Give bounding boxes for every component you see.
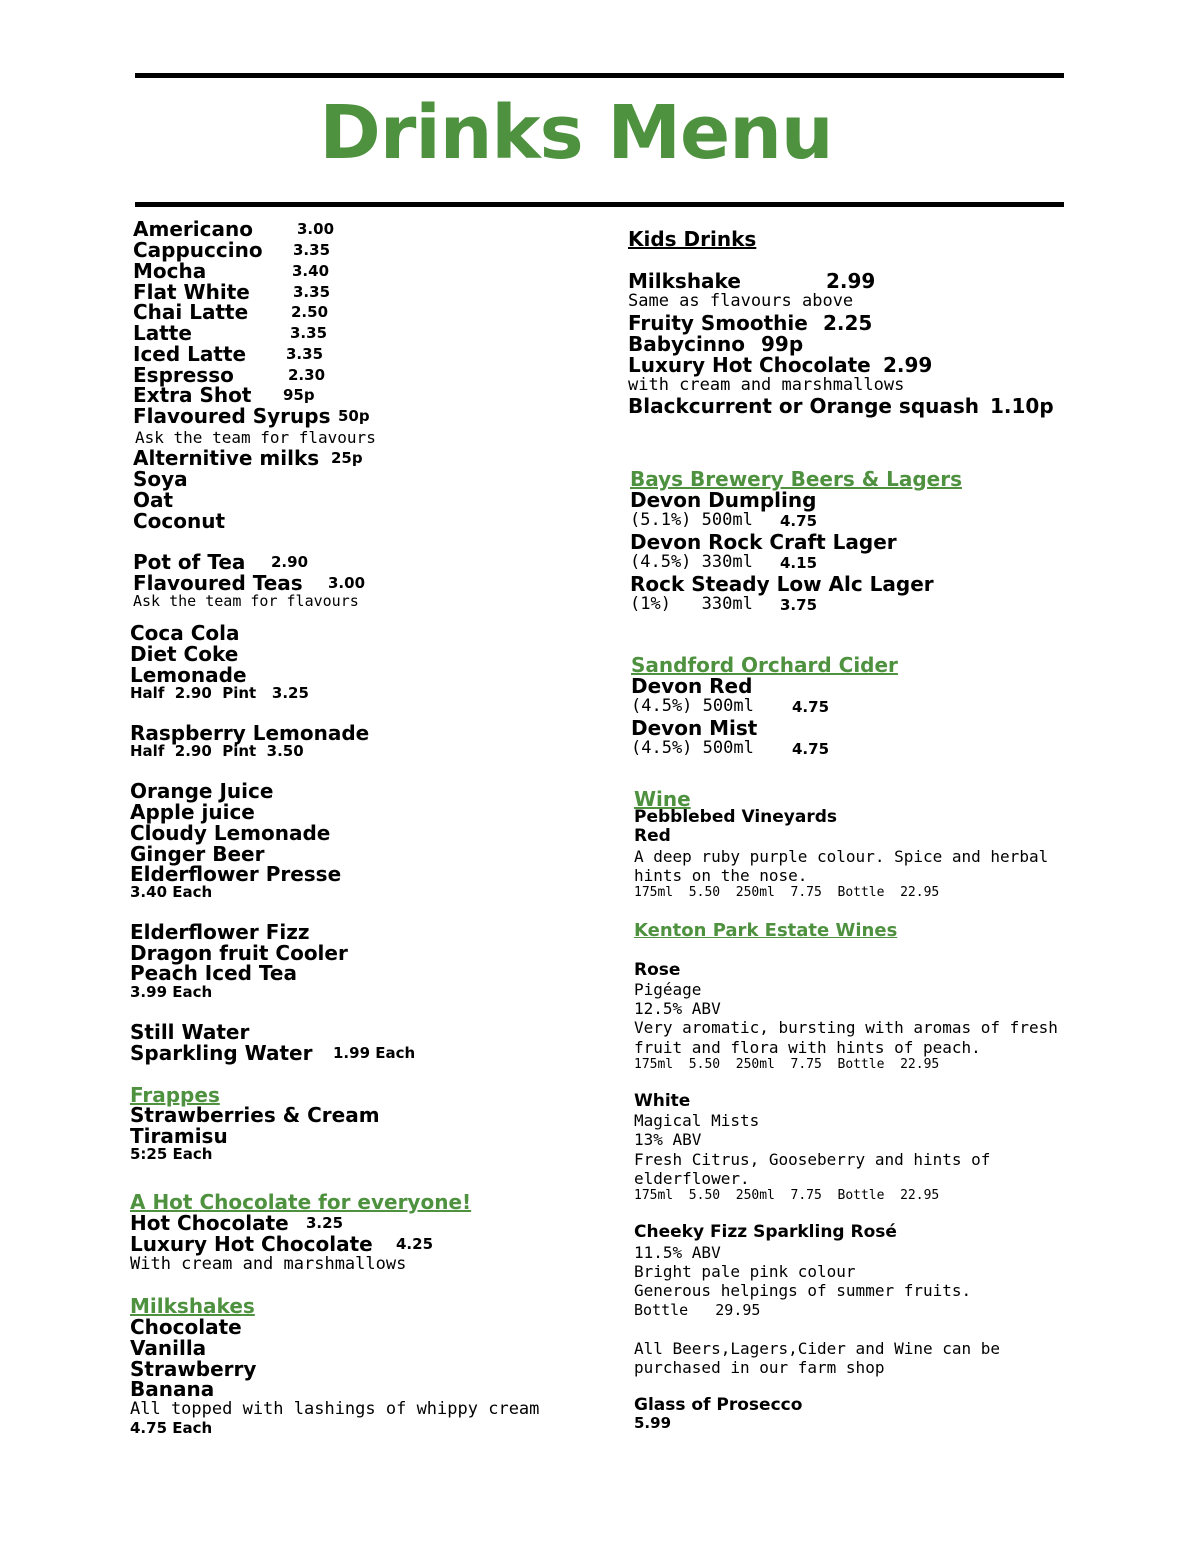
- menu-item: Tiramisu: [130, 1124, 228, 1148]
- menu-item: Devon Rock Craft Lager: [630, 530, 897, 554]
- menu-note: Ask the team for flavours: [135, 428, 376, 447]
- menu-note: Very aromatic, bursting with aromas of fresh: [634, 1018, 1058, 1037]
- menu-note: with cream and marshmallows: [628, 375, 905, 395]
- menu-item: Chai Latte: [133, 300, 249, 324]
- menu-price: 3.00: [328, 574, 366, 592]
- menu-price: 4.25: [396, 1235, 434, 1253]
- menu-item: Lemonade: [130, 663, 247, 687]
- menu-price: 4.75 Each: [130, 1419, 213, 1437]
- menu-item: Milkshake: [628, 269, 741, 293]
- menu-price: 4.75: [792, 740, 830, 758]
- menu-note: 11.5% ABV: [634, 1243, 721, 1262]
- menu-note: Magical Mists: [634, 1111, 760, 1130]
- menu-price: 2.30: [288, 366, 326, 384]
- menu-item: Flat White: [133, 280, 250, 304]
- menu-price: Bottle 29.95: [634, 1301, 761, 1319]
- menu-price: 3.35: [293, 283, 331, 301]
- section-heading-cider: Sandford Orchard Cider: [631, 653, 898, 677]
- menu-item: Elderflower Presse: [130, 862, 342, 886]
- menu-item: Soya: [133, 467, 188, 491]
- menu-note: hints on the nose.: [634, 866, 808, 885]
- menu-item: Flavoured Teas: [133, 571, 303, 595]
- menu-item: Devon Dumpling: [630, 488, 817, 512]
- menu-item: Latte: [133, 321, 192, 345]
- menu-price: 3.40 Each: [130, 883, 213, 901]
- title-rule: [135, 202, 1064, 207]
- menu-price: 2.99: [883, 353, 933, 377]
- menu-item: Sparkling Water: [130, 1041, 313, 1065]
- menu-item: Elderflower Fizz: [130, 920, 310, 944]
- menu-item: Flavoured Syrups: [133, 404, 331, 428]
- menu-price: 50p: [338, 407, 370, 425]
- menu-item: Americano: [133, 217, 253, 241]
- menu-item: Espresso: [133, 363, 234, 387]
- menu-price: 175ml 5.50 250ml 7.75 Bottle 22.95: [634, 885, 940, 900]
- menu-item: Extra Shot: [133, 383, 252, 407]
- menu-item: Babycinno: [628, 332, 746, 356]
- menu-price: 1.10p: [990, 394, 1054, 418]
- menu-price: 2.50: [291, 303, 329, 321]
- menu-item: Red: [634, 826, 671, 846]
- menu-item: Blackcurrent or Orange squash: [628, 394, 980, 418]
- menu-item: Glass of Prosecco: [634, 1395, 803, 1415]
- menu-item: White: [634, 1091, 691, 1111]
- menu-note: 12.5% ABV: [634, 999, 721, 1018]
- menu-item: Coca Cola: [130, 621, 240, 645]
- section-heading-milkshakes: Milkshakes: [130, 1294, 255, 1318]
- menu-item: Strawberry: [130, 1357, 257, 1381]
- menu-item: Still Water: [130, 1020, 250, 1044]
- menu-item: Orange Juice: [130, 779, 274, 803]
- shop-note: All Beers,Lagers,Cider and Wine can be: [634, 1339, 1001, 1358]
- menu-price: 3.35: [290, 324, 328, 342]
- menu-detail: (4.5%) 500ml: [631, 738, 754, 758]
- menu-detail: (5.1%) 500ml: [630, 510, 753, 530]
- menu-price: 3.40: [292, 262, 330, 280]
- menu-price: 95p: [283, 386, 315, 404]
- menu-item: Diet Coke: [130, 642, 239, 666]
- section-heading-kids: Kids Drinks: [628, 227, 757, 251]
- menu-price: 175ml 5.50 250ml 7.75 Bottle 22.95: [634, 1057, 940, 1072]
- menu-note: Fresh Citrus, Gooseberry and hints of: [634, 1150, 991, 1169]
- menu-price: 99p: [761, 332, 804, 356]
- menu-item: Strawberries & Cream: [130, 1103, 380, 1127]
- menu-item: Dragon fruit Cooler: [130, 941, 348, 965]
- shop-note: purchased in our farm shop: [634, 1358, 885, 1377]
- menu-price: 5:25 Each: [130, 1145, 213, 1163]
- menu-detail: (4.5%) 500ml: [631, 696, 754, 716]
- menu-price: 4.75: [792, 698, 830, 716]
- menu-price: 2.90: [271, 553, 309, 571]
- menu-note: fruit and flora with hints of peach.: [634, 1038, 981, 1057]
- menu-price: 3.75: [780, 596, 818, 614]
- page-title: Drinks Menu: [319, 90, 833, 176]
- menu-item: Cappuccino: [133, 238, 263, 262]
- menu-item: Rock Steady Low Alc Lager: [630, 572, 934, 596]
- menu-price: 1.99 Each: [333, 1044, 416, 1062]
- menu-item: Devon Red: [631, 674, 753, 698]
- menu-item: Luxury Hot Chocolate: [130, 1232, 373, 1256]
- menu-item: Banana: [130, 1377, 215, 1401]
- menu-item: Chocolate: [130, 1315, 242, 1339]
- menu-item: Iced Latte: [133, 342, 247, 366]
- menu-price: 2.99: [826, 269, 876, 293]
- menu-item: Hot Chocolate: [130, 1211, 289, 1235]
- menu-item: Luxury Hot Chocolate: [628, 353, 871, 377]
- top-rule: [135, 73, 1064, 78]
- menu-item: Pebblebed Vineyards: [634, 807, 838, 827]
- menu-item: Ginger Beer: [130, 842, 265, 866]
- section-heading-kenton-park: Kenton Park Estate Wines: [634, 920, 898, 941]
- menu-price: 25p: [331, 449, 363, 467]
- menu-price: Half 2.90 Pint 3.50: [130, 742, 304, 760]
- menu-price: 4.75: [780, 512, 818, 530]
- menu-price: 5.99: [634, 1414, 672, 1432]
- menu-price: 4.15: [780, 554, 818, 572]
- menu-note: Pigéage: [634, 980, 702, 999]
- menu-item: Mocha: [133, 259, 207, 283]
- menu-note: elderflower.: [634, 1169, 750, 1188]
- menu-price: 3.25: [306, 1214, 344, 1232]
- menu-item: Cloudy Lemonade: [130, 821, 331, 845]
- menu-price: Half 2.90 Pint 3.25: [130, 684, 309, 702]
- menu-price: 3.35: [286, 345, 324, 363]
- menu-item: Coconut: [133, 509, 226, 533]
- menu-note: With cream and marshmallows: [130, 1254, 407, 1274]
- section-heading-hot-chocolate: A Hot Chocolate for everyone!: [130, 1190, 472, 1214]
- section-heading-wine: Wine: [634, 787, 691, 811]
- menu-price: 2.25: [823, 311, 873, 335]
- menu-item: Fruity Smoothie: [628, 311, 808, 335]
- menu-item: Oat: [133, 488, 174, 512]
- section-heading-bays-brewery: Bays Brewery Beers & Lagers: [630, 467, 963, 491]
- menu-detail: (4.5%) 330ml: [630, 552, 753, 572]
- menu-price: 3.35: [293, 241, 331, 259]
- section-heading-frappes: Frappes: [130, 1083, 220, 1107]
- menu-price: 175ml 5.50 250ml 7.75 Bottle 22.95: [634, 1188, 940, 1203]
- menu-note: Same as flavours above: [628, 291, 854, 311]
- menu-note: Generous helpings of summer fruits.: [634, 1281, 972, 1300]
- menu-detail: (1%) 330ml: [630, 594, 753, 614]
- menu-item: Cheeky Fizz Sparkling Rosé: [634, 1222, 897, 1242]
- menu-item: Apple juice: [130, 800, 255, 824]
- menu-note: Bright pale pink colour: [634, 1262, 856, 1281]
- menu-price: 3.99 Each: [130, 983, 213, 1001]
- menu-item: Vanilla: [130, 1336, 207, 1360]
- menu-item: Devon Mist: [631, 716, 758, 740]
- menu-note: A deep ruby purple colour. Spice and herbal: [634, 847, 1049, 866]
- menu-note: 13% ABV: [634, 1130, 702, 1149]
- menu-item: Peach Iced Tea: [130, 961, 297, 985]
- menu-note: All topped with lashings of whippy cream: [130, 1399, 540, 1419]
- menu-item: Raspberry Lemonade: [130, 721, 370, 745]
- menu-price: 3.00: [297, 220, 335, 238]
- menu-item: Alternitive milks: [133, 446, 320, 470]
- menu-item: Rose: [634, 960, 681, 980]
- menu-item: Pot of Tea: [133, 550, 246, 574]
- menu-note: Ask the team for flavours: [133, 592, 359, 610]
